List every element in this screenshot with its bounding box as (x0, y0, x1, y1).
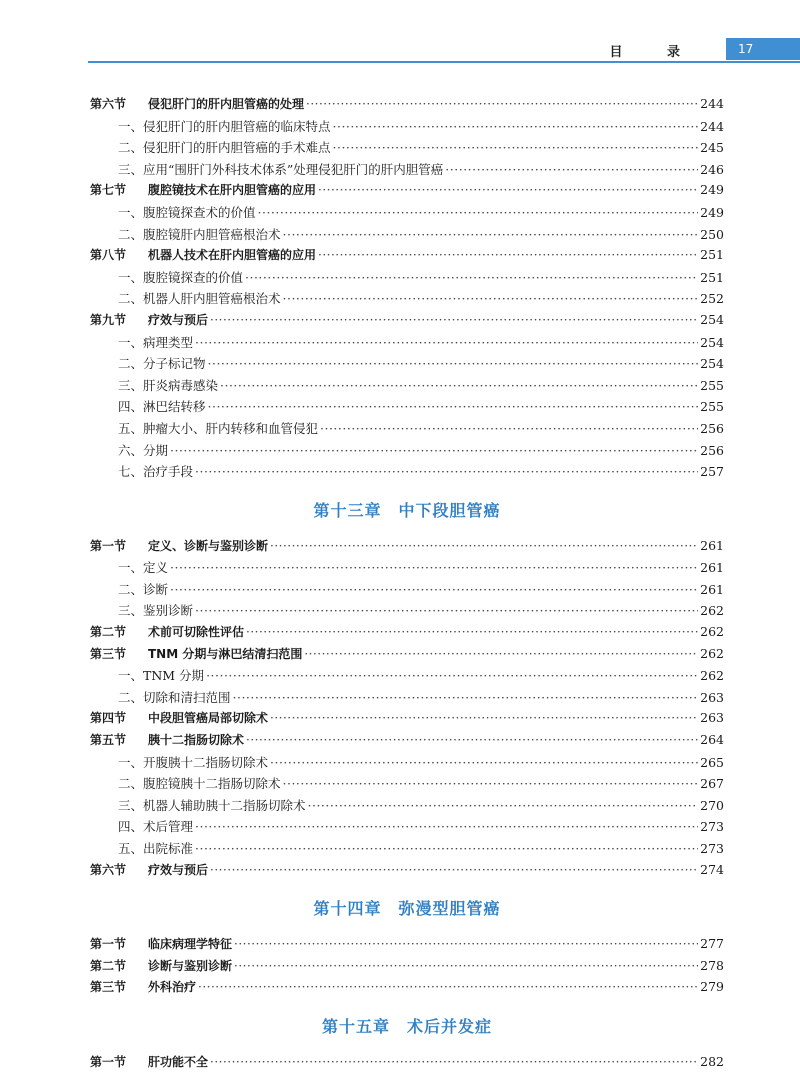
toc-subsection-entry[interactable] (90, 333, 724, 355)
entry-title: 诊断与鉴别诊断 (148, 958, 233, 973)
page-number: 250 (700, 226, 724, 242)
entry-title: 二、腹腔镜胰十二指肠切除术 (118, 776, 281, 792)
dot-leader (270, 539, 698, 553)
page-number: 249 (700, 204, 724, 220)
dot-leader (195, 464, 698, 479)
toc-section-entry[interactable] (90, 861, 724, 883)
toc-section-entry[interactable] (90, 1053, 724, 1075)
entry-title: 四、淋巴结转移 (118, 399, 206, 415)
toc-subsection-entry[interactable] (90, 376, 724, 398)
dot-leader (246, 733, 698, 747)
chapter-heading: 第十三章 中下段胆管癌 (313, 500, 501, 520)
entry-title: 一、病理类型 (118, 334, 194, 350)
dot-leader (170, 560, 698, 575)
page-number: 255 (700, 377, 724, 393)
page-header (0, 38, 800, 62)
entry-title: 术前可切除性评估 (148, 625, 245, 640)
dot-leader (206, 668, 698, 683)
dot-leader (245, 270, 698, 285)
toc-subsection-entry[interactable] (90, 138, 724, 160)
toc-subsection-entry[interactable] (90, 558, 724, 580)
chapter-heading: 第十五章 术后并发症 (321, 1016, 492, 1036)
entry-title: 三、鉴别诊断 (118, 603, 194, 619)
entry-title: 五、出院标准 (118, 841, 194, 856)
entry-title: 一、定义 (118, 560, 169, 576)
entry-title: 三、肝炎病毒感染 (118, 377, 219, 393)
dot-leader (220, 378, 698, 393)
page-number: 251 (700, 269, 724, 285)
dot-leader (258, 205, 699, 220)
page-number: 254 (700, 356, 724, 372)
dot-leader (270, 711, 698, 725)
toc-subsection-entry[interactable] (90, 796, 724, 818)
toc-subsection-entry[interactable] (90, 666, 724, 688)
page-number: 278 (700, 957, 724, 973)
dot-leader (445, 162, 698, 177)
page-number: 262 (700, 645, 724, 661)
toc-section-entry[interactable] (90, 935, 724, 957)
dot-leader (208, 356, 699, 371)
entry-title: 四、术后管理 (118, 819, 194, 835)
dot-leader (246, 625, 698, 639)
dot-leader (304, 647, 698, 661)
toc-section-entry[interactable] (90, 181, 724, 203)
entry-title: 胰十二指肠切除术 (148, 733, 245, 748)
toc-section-entry[interactable] (90, 95, 724, 117)
page-number: 244 (700, 96, 724, 111)
section-number: 第六节 (90, 97, 127, 111)
entry-title: 一、开腹胰十二指肠切除术 (118, 754, 269, 770)
toc-subsection-entry[interactable] (90, 203, 724, 225)
page-number: 256 (700, 420, 724, 436)
entry-title: 中段胆管癌局部切除术 (148, 711, 269, 726)
section-number: 第八节 (90, 248, 127, 263)
entry-title: 二、机器人肝内胆管癌根治术 (118, 291, 281, 307)
page-number: 254 (700, 334, 724, 350)
chapter-heading: 第十四章 弥漫型胆管癌 (313, 899, 501, 919)
dot-leader (198, 980, 698, 994)
entry-title: 一、侵犯肝门的肝内胆管癌的临床特点 (118, 118, 331, 134)
page-number: 262 (700, 603, 724, 619)
toc-subsection-entry[interactable] (90, 160, 724, 182)
dot-leader (270, 755, 698, 770)
dot-leader (318, 183, 698, 197)
toc-subsection-entry[interactable] (90, 268, 724, 290)
toc-section-entry[interactable] (90, 645, 724, 667)
toc-subsection-entry[interactable] (90, 601, 724, 623)
table-of-contents (90, 95, 724, 1075)
entry-title: 六、分期 (118, 442, 169, 458)
page-number: 249 (700, 182, 724, 198)
page-number: 274 (700, 861, 724, 877)
toc-section-entry[interactable] (90, 957, 724, 979)
page-number: 252 (700, 291, 724, 307)
toc-subsection-entry[interactable] (90, 225, 724, 247)
dot-leader (233, 690, 699, 705)
dot-leader (283, 776, 699, 791)
toc-section-entry[interactable] (90, 978, 724, 1000)
toc-subsection-entry[interactable] (90, 839, 724, 861)
section-number: 第一节 (90, 1054, 127, 1069)
entry-title: 肝功能不全 (148, 1054, 209, 1069)
section-number: 第一节 (90, 937, 127, 952)
toc-subsection-entry[interactable] (90, 289, 724, 311)
page-number: 251 (700, 247, 724, 263)
page-number: 282 (700, 1053, 724, 1069)
page-number: 257 (700, 464, 724, 480)
entry-title: 二、切除和清扫范围 (118, 689, 231, 705)
toc-subsection-entry[interactable] (90, 441, 724, 463)
dot-leader (195, 603, 698, 618)
page-number: 261 (700, 560, 724, 576)
entry-title: 临床病理学特征 (148, 937, 233, 952)
page-number: 279 (700, 979, 724, 995)
page-number: 273 (700, 819, 724, 835)
dot-leader (195, 819, 698, 834)
dot-leader (170, 443, 698, 458)
section-number: 第三节 (90, 646, 127, 661)
toc-section-entry[interactable] (90, 537, 724, 559)
dot-leader (333, 140, 699, 155)
page-number: 256 (700, 442, 724, 458)
dot-leader (210, 1055, 698, 1069)
section-number: 第五节 (90, 733, 127, 748)
section-number: 第四节 (90, 711, 127, 726)
section-number: 第九节 (90, 312, 127, 327)
page-number: 277 (700, 936, 724, 952)
dot-leader (308, 798, 699, 813)
section-number: 第七节 (90, 183, 127, 198)
entry-title: 外科治疗 (148, 980, 197, 995)
entry-title: 腹腔镜技术在肝内胆管癌的应用 (148, 183, 317, 198)
entry-title: 侵犯肝门的肝内胆管癌的处理 (148, 97, 305, 111)
dot-leader (234, 959, 698, 973)
page-number: 264 (700, 732, 724, 748)
section-number: 第六节 (90, 862, 127, 877)
dot-leader (318, 248, 698, 262)
toc-subsection-entry[interactable] (90, 817, 724, 839)
section-number: 第二节 (90, 625, 127, 640)
page-number: 261 (700, 537, 724, 553)
entry-title: 一、腹腔镜探查的价值 (118, 269, 244, 285)
toc-subsection-entry[interactable] (90, 354, 724, 376)
entry-title: 二、分子标记物 (118, 356, 206, 372)
page-number: 263 (700, 710, 724, 726)
toc-section-entry[interactable] (90, 731, 724, 753)
page-number: 244 (700, 118, 724, 134)
dot-leader (195, 335, 698, 350)
toc-subsection-entry[interactable] (90, 419, 724, 441)
section-number: 第一节 (90, 538, 127, 553)
entry-title: 一、腹腔镜探查术的价值 (118, 204, 256, 220)
header-label: 目 录 (609, 45, 700, 60)
page-number: 254 (700, 311, 724, 327)
dot-leader (283, 227, 699, 242)
entry-title: 五、肿瘤大小、肝内转移和血管侵犯 (118, 420, 319, 436)
entry-title: 疗效与预后 (148, 862, 209, 877)
section-number: 第二节 (90, 958, 127, 973)
entry-title: 机器人技术在肝内胆管癌的应用 (148, 248, 317, 263)
dot-leader (170, 582, 698, 597)
dot-leader (306, 97, 698, 111)
page-number: 262 (700, 624, 724, 640)
dot-leader (283, 291, 699, 306)
toc-section-entry[interactable] (90, 709, 724, 731)
entry-title: 二、侵犯肝门的肝内胆管癌的手术难点 (118, 140, 331, 156)
dot-leader (234, 937, 698, 951)
dot-leader (333, 119, 699, 134)
dot-leader (195, 841, 698, 856)
page-number-badge: 17 (726, 38, 800, 60)
page-number: 265 (700, 754, 724, 770)
dot-leader (210, 313, 698, 327)
toc-subsection-entry[interactable] (90, 397, 724, 419)
section-number: 第三节 (90, 980, 127, 995)
toc-subsection-entry[interactable] (90, 580, 724, 602)
toc-section-entry[interactable] (90, 311, 724, 333)
entry-title: 一、TNM 分期 (118, 668, 205, 684)
toc-subsection-entry[interactable] (90, 462, 724, 484)
page-number: 263 (700, 689, 724, 705)
page-number: 246 (700, 161, 724, 177)
entry-title: TNM 分期与淋巴结清扫范围 (148, 646, 303, 661)
entry-title: 定义、诊断与鉴别诊断 (148, 538, 269, 553)
dot-leader (320, 421, 698, 436)
entry-title: 三、应用“围肝门外科技术体系”处理侵犯肝门的肝内胆管癌 (118, 161, 444, 177)
toc-subsection-entry[interactable] (90, 117, 724, 139)
page-number: 255 (700, 399, 724, 415)
toc-section-entry[interactable] (90, 623, 724, 645)
entry-title: 二、诊断 (118, 581, 169, 597)
header-rule (88, 61, 800, 63)
entry-title: 三、机器人辅助胰十二指肠切除术 (118, 797, 306, 813)
page-number: 273 (700, 841, 724, 856)
entry-title: 七、治疗手段 (118, 464, 194, 480)
entry-title: 疗效与预后 (148, 312, 209, 327)
entry-title: 二、腹腔镜肝内胆管癌根治术 (118, 226, 281, 242)
toc-subsection-entry[interactable] (90, 753, 724, 775)
page-number: 245 (700, 140, 724, 156)
page-number: 267 (700, 776, 724, 792)
dot-leader (210, 863, 698, 877)
toc-subsection-entry[interactable] (90, 688, 724, 710)
page-number: 262 (700, 668, 724, 684)
toc-subsection-entry[interactable] (90, 774, 724, 796)
dot-leader (208, 399, 699, 414)
page-number: 270 (700, 797, 724, 813)
toc-section-entry[interactable] (90, 246, 724, 268)
page-number: 261 (700, 581, 724, 597)
